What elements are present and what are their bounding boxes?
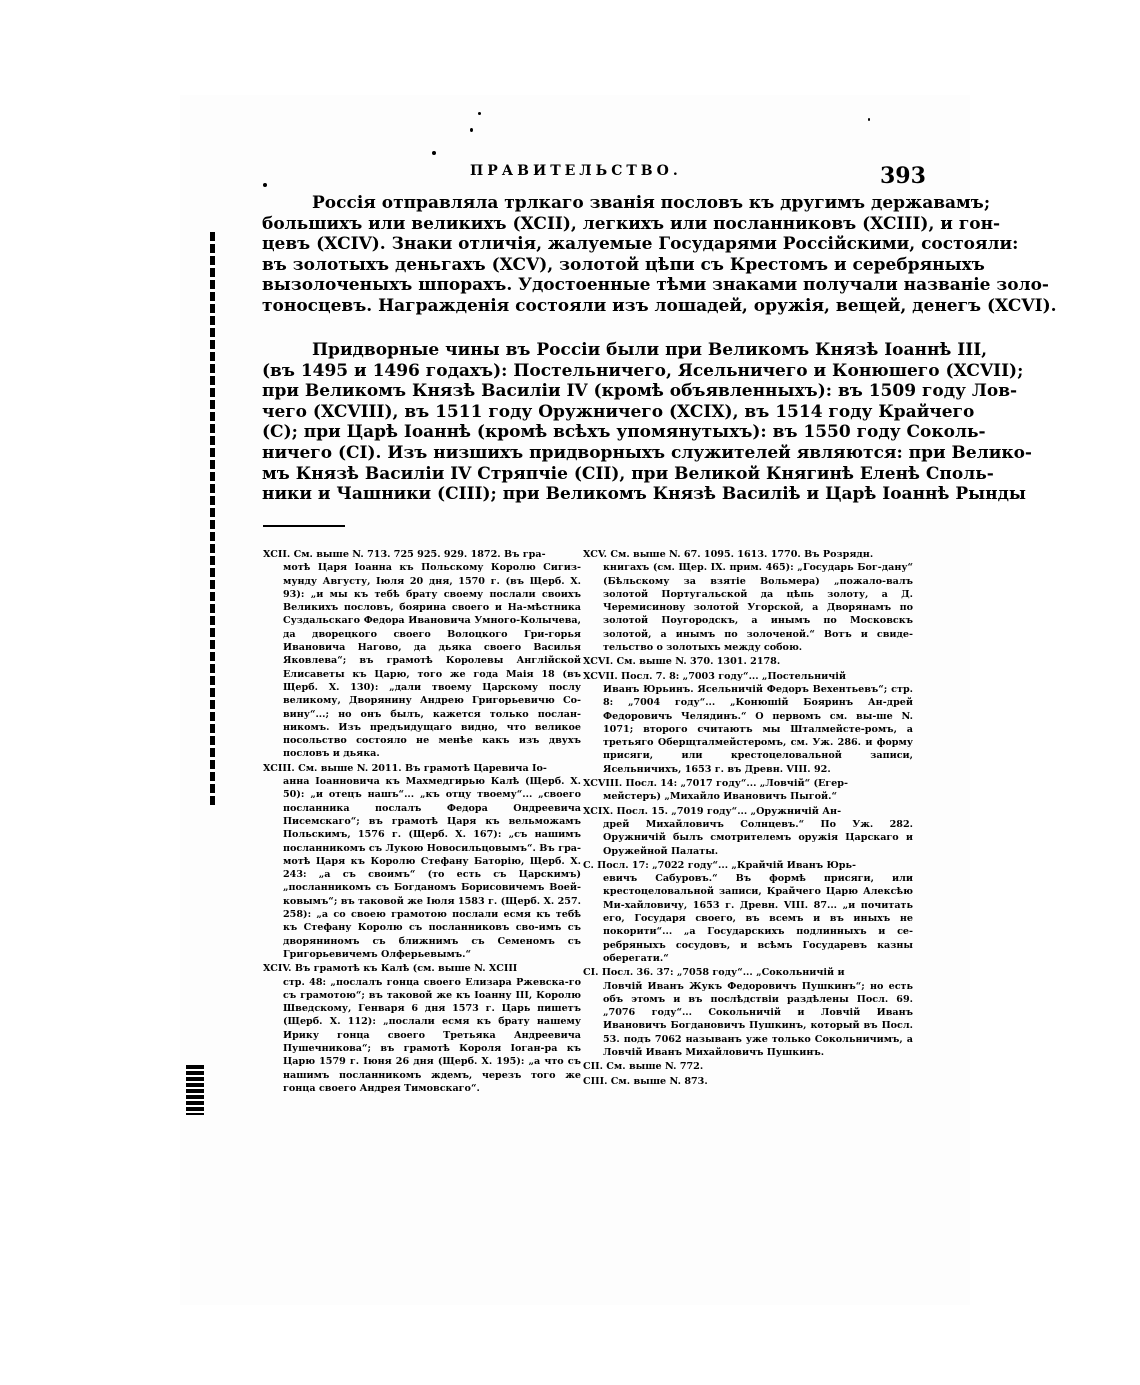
text-line: (C); при Царѣ Іоаннѣ (кромѣ всѣхъ упомянутыхъ): въ 1550 году Соколь- (262, 422, 986, 443)
page-number: 393 (880, 163, 926, 189)
paragraph-1 (262, 193, 1057, 317)
footnote-number: XCIV. (263, 963, 292, 975)
footnote-number: C. (583, 859, 594, 871)
footnote (583, 548, 913, 654)
speck (432, 151, 436, 155)
footnote-text: См. выше N. 2011. Въ грамотѣ Царевича Іо- (298, 762, 547, 774)
footnote (263, 962, 581, 1095)
text-line: тоносцевъ. Награжденія состояли изъ лошадей, оружія, вещей, денегъ (XCVI). (262, 295, 1057, 316)
text-line: Придворные чины въ Россіи были при Великомъ Князѣ Іоаннѣ III, (312, 340, 988, 360)
footnote-number: CIII. (583, 1075, 608, 1087)
footnote (583, 1075, 913, 1088)
footnote-number: XCV. (583, 549, 608, 560)
footnote (583, 966, 913, 1059)
margin-line (210, 232, 215, 807)
footnote-number: CII. (583, 1061, 603, 1073)
running-head: ПРАВИТЕЛЬСТВО. (470, 163, 682, 179)
text-line: вызолоченыхъ шпорахъ. Удостоенные тѣми знаками получали названіе золо- (262, 275, 1049, 296)
footnote-rule (263, 525, 345, 527)
footnote-number: XCVII. (583, 670, 618, 682)
paragraph-2 (262, 340, 1032, 505)
footnote-continuation: евичъ Сабуровъ.“ Въ формѣ присяги, или крестоцеловальной записи, Крайчего Царю Алексѣю Ми-хайловичу, 1653 г. Древн. VIII. 87... „и почитать его, Государя своего, въ всемъ и въ иныхъ не покорити“... „а Государскихъ подлинныхъ и се-ребряныхъ сосудовъ, и всѣмъ Государевъ казны оберегати.“ (603, 873, 913, 964)
text-line: при Великомъ Князѣ Василіи IV (кромѣ объявленныхъ): въ 1509 году Лов- (262, 381, 1018, 402)
footnote-continuation: стр. 48: „послалъ гонца своего Елизара Ржевска-го съ грамотою“; въ таковой же къ Іоанну III, Королю Шведскому, Генваря 6 дня 1573 г. Царь пишетъ (Щерб. X. 112): „послали есмя къ брату нашему Ирику гонца своего Третьяка Андреевича Пушечникова“; въ грамотѣ Короля Іоган-ра къ Царю 1579 г. Іюня 26 дня (Щерб. X. 195): „а что съ нашимъ посланникомъ ждемъ, черезъ того же гонца своего Андрея Тимовскаго“. (283, 976, 581, 1094)
footnotes-left-column (263, 548, 581, 1096)
footnote-number: XCIX. (583, 805, 614, 817)
footnote (583, 655, 913, 668)
footnote-number: XCII. (263, 549, 291, 560)
footnote-number: XCIII. (263, 762, 295, 774)
footnote-number: XCVI. (583, 656, 614, 668)
footnote-continuation: мейстеръ) „Михайло Ивановичъ Пыгой.“ (603, 791, 837, 803)
text-line: (въ 1495 и 1496 годахъ): Постельничего, Ясельничего и Конюшего (XCVII); (262, 360, 1024, 381)
footnote (583, 805, 913, 858)
footnote-text: См. выше N. 713. 725 925. 929. 1872. Въ гра- (293, 549, 546, 560)
footnote-text: Посл. 36. 37: „7058 году“... „Сокольничій и (601, 967, 845, 979)
speck (868, 118, 870, 121)
footnote-continuation: книгахъ (см. Щер. IX. прим. 465): „Государь Бог-дану“ (Бѣльскому за взятіе Вольмера) „пожало-валъ золотой Португальской да цѣпь золоту, а Д. Черемисинову золотой Угорской, а Дворянамъ по золотой Поугородскъ, а инымъ по Московскъ золотой, а инымъ по золоченой.“ Вотъ и свиде-тельство о золотыхъ между собою. (603, 562, 913, 654)
footnote-number: XCVIII. (583, 778, 623, 790)
footnote-continuation: анна Іоанновича къ Махмедгирью Калѣ (Щерб. X. 50): „и отецъ нашъ“... „къ отцу твоему“... „своего посланника послалъ Федора Ондреевича Писемскаго“; въ грамотѣ Царя къ вельможамъ Польскимъ, 1576 г. (Щерб. X. 167): „съ нашимъ посланникомъ съ Лукою Новосильцовымъ“. Въ гра-мотѣ Царя къ Королю Стефану Баторію, Щерб. X. 243: „а съ своимъ“ (то есть съ Царскимъ) „посланникомъ съ Богданомъ Борисовичемъ Воей-ковымъ“; въ таковой же Іюля 1583 г. (Щерб. X. 257. 258): „а со своею грамотою послали есмя къ тебѣ къ Стефану Королю съ посланниковъ сво-имъ съ дворяниномъ съ ближнимъ съ Семеномъ съ Григорьевичемъ Олферьевымъ.“ (283, 776, 581, 960)
footnote-text: Посл. 17: „7022 году“... „Крайчій Иванъ Юрь- (597, 859, 857, 871)
footnote-number: CI. (583, 967, 599, 979)
text-line: большихъ или великихъ (XCII), легкихъ или посланниковъ (XCIII), и гон- (262, 213, 1001, 234)
text-line: Россія отправляла трлкаго званія пословъ къ другимъ державамъ; (312, 193, 991, 213)
footnote (583, 1060, 913, 1073)
footnote (263, 548, 581, 761)
text-line: ники и Чашники (CIII); при Великомъ Князѣ Василіѣ и Царѣ Іоаннѣ Рынды (262, 484, 1026, 505)
speck (470, 128, 473, 132)
footnote (583, 859, 913, 965)
speck (478, 112, 481, 115)
footnote-text: См. выше N. 873. (610, 1075, 708, 1087)
text-line: ничего (CI). Изъ низшихъ придворныхъ служителей являются: при Велико- (262, 442, 1032, 463)
text-line: цевъ (XCIV). Знаки отличія, жалуемые Государями Россійскими, состояли: (262, 234, 1019, 255)
footnote-continuation: дрей Михайловичъ Солнцевъ.“ По Уж. 282. Оружничій былъ смотрителемъ оружія Царскаго и Оружейной Палаты. (603, 818, 913, 857)
footnote-text: См. выше N. 370. 1301. 2178. (616, 656, 781, 668)
footnote-continuation: мотѣ Царя Іоанна къ Польскому Королю Сигиз-мунду Августу, Іюля 20 дня, 1570 г. (въ Щерб. X. 93): „и мы къ тебѣ брату своему послали своихъ Великихъ пословъ, боярина своего и На-мѣстника Суздальскаго Федора Ивановича Умного-Колычева, да дворецкого своего Волоцкого Гри-горья Ивановича Нагово, да дьяка своего Василья Яковлева“; въ грамотѣ Королевы Англійской Елисаветы къ Царю, того же года Маія 18 (въ Щерб. X. 130): „дали твоему Царскому послу великому, Дворянину Андрею Григорьевичю Со-вину“...; но онъ былъ, кажется только послан-никомъ. Изъ предъидущаго видно, что великое посольство состояло не менѣе какъ изъ двухъ пословъ и дьяка. (283, 562, 581, 760)
footnote-text: Посл. 7. 8: „7003 году“... „Постельничій (621, 670, 846, 682)
speck (263, 183, 267, 187)
footnote (263, 762, 581, 961)
text-line: мъ Князѣ Василіи IV Стряпчіе (CII), при Великой Княгинѣ Еленѣ Споль- (262, 463, 994, 484)
footnote-text: Посл. 14: „7017 году“... „Ловчій“ (Егер- (625, 778, 848, 790)
library-stamp (186, 1065, 204, 1115)
footnote (583, 777, 913, 804)
footnote (583, 670, 913, 776)
text-line: въ золотыхъ деньгахъ (XCV), золотой цѣпи съ Крестомъ и серебряныхъ (262, 254, 985, 275)
footnote-text: Въ грамотѣ къ Калѣ (см. выше N. XCIII (294, 963, 518, 975)
footnote-text: См. выше N. 772. (606, 1061, 704, 1073)
footnote-continuation: Ловчій Иванъ Жукъ Федоровичъ Пушкинъ“; но есть объ этомъ и въ послѣдствіи раздѣлены Посл. 69. „7076 году“... Сокольничій и Ловчій Иванъ Ивановичъ Богдановичъ Пушкинъ, который въ Посл. 53. подъ 7062 называнъ уже только Сокольничимъ, а Ловчій Иванъ Михайловичъ Пушкинъ. (603, 980, 913, 1058)
footnotes-right-column (583, 548, 913, 1089)
footnote-text: См. выше N. 67. 1095. 1613. 1770. Въ Розрядн. (610, 549, 874, 560)
footnote-continuation: Иванъ Юрьинъ. Ясельничій Федоръ Вехентьевъ“; стр. 8: „7004 году“... „Конюшій Бояринъ Ан-дрей Федоровичъ Челядинъ.“ О первомъ см. вы-ше N. 1071; второго считаютъ мы Шталмейсте-ромъ, а третьяго Оберщталмейстеромъ, см. Уж. 286. и форму присяги, или крестоцеловальной записи, Ясельничихъ, 1653 г. въ Древн. VIII. 92. (603, 683, 913, 775)
text-line: чего (XCVIII), въ 1511 году Оружничего (XCIX), въ 1514 году Крайчего (262, 401, 975, 422)
footnote-text: Посл. 15. „7019 году“... „Оружничій Ан- (616, 805, 842, 817)
